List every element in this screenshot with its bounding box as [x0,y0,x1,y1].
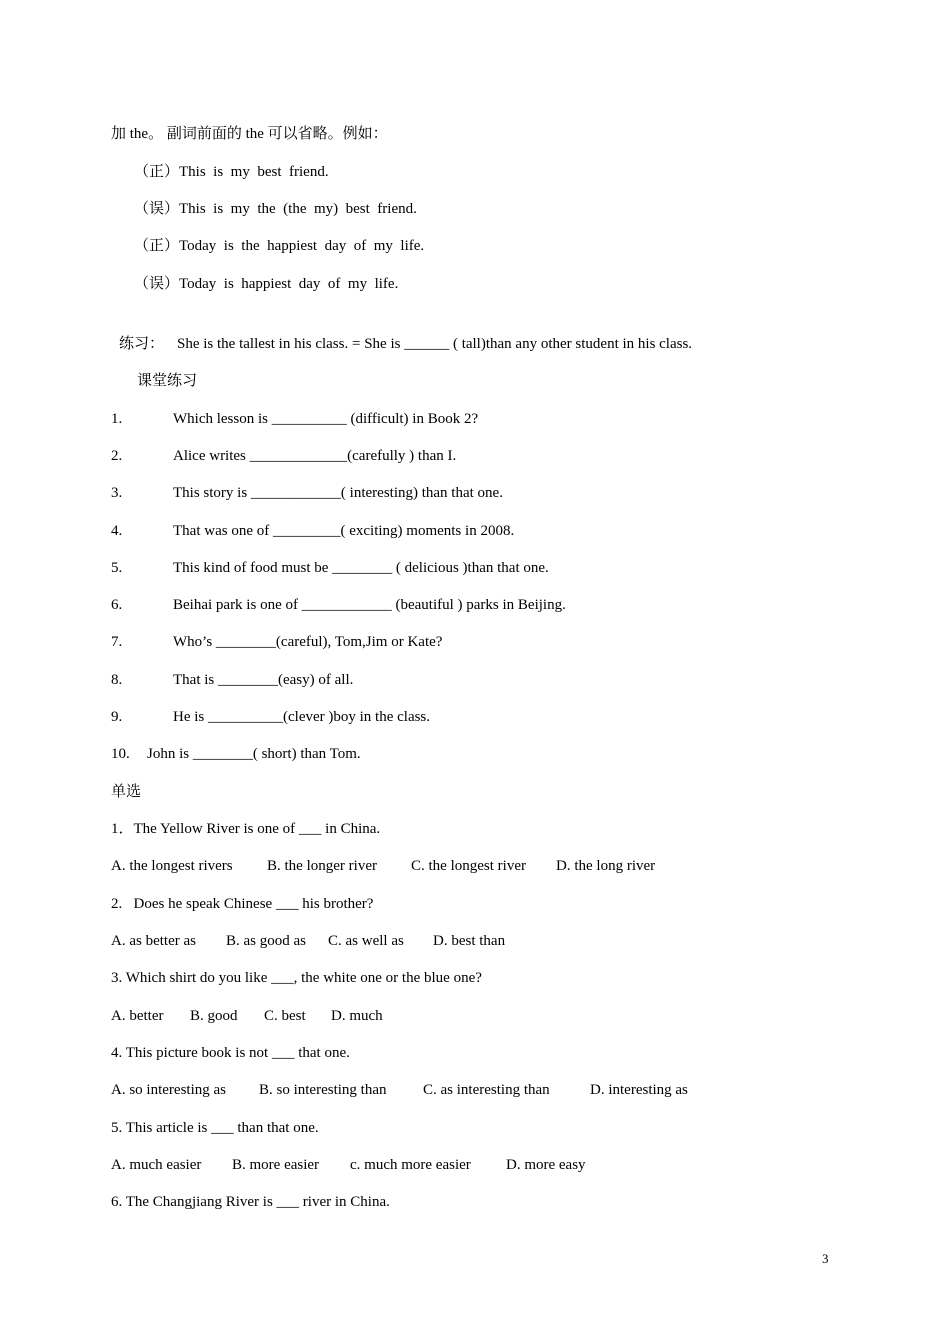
item-text: This story is ____________( interesting) than that one. [173,485,503,501]
item-number: 10. [111,746,130,762]
option: A. better [111,1008,164,1024]
page-number: 3 [822,1251,829,1266]
question-text: 1．The Yellow River is one of ___ in China. [111,821,381,837]
question-text: 2. Does he speak Chinese ___ his brother? [111,896,374,912]
question-text: 4. This picture book is not ___ that one. [111,1045,350,1061]
item-text: That is ________(easy) of all. [173,672,354,688]
option: C. as well as [328,933,404,949]
practice-label: 练习： [119,336,165,352]
option: A. so interesting as [111,1082,226,1098]
option: A. the longest rivers [111,858,233,874]
option: C. best [264,1008,306,1024]
item-number: 6. [111,597,123,613]
question-text: 5. This article is ___ than that one. [111,1120,319,1136]
option: D. much [331,1008,383,1024]
item-text: This kind of food must be ________ ( delicious )than that one. [173,560,549,576]
option: B. the longer river [267,858,377,874]
practice-text: She is the tallest in his class. = She is ______ ( tall)than any other student in his class. [177,336,693,352]
item-number: 9. [111,709,123,725]
option: A. as better as [111,933,196,949]
item-number: 4. [111,523,123,539]
option: C. the longest river [411,858,526,874]
option: B. as good as [226,933,306,949]
item-number: 8. [111,672,123,688]
option: B. so interesting than [259,1082,387,1098]
item-number: 2. [111,448,123,464]
option: A. much easier [111,1157,202,1173]
option: D. more easy [506,1157,586,1173]
option: c. much more easier [350,1157,471,1173]
example-wrong-2: （误）Today is happiest day of my life. [134,276,399,292]
option: D. interesting as [590,1082,688,1098]
question-text: 3. Which shirt do you like ___, the white one or the blue one? [111,970,482,986]
item-text: John is ________( short) than Tom. [147,746,361,762]
single-choice-heading: 单选 [111,784,142,800]
item-text: Which lesson is __________ (difficult) in Book 2? [173,411,479,427]
classroom-heading: 课堂练习 [137,373,198,389]
option: B. good [190,1008,238,1024]
item-number: 3. [111,485,123,501]
item-text: Who’s ________(careful), Tom,Jim or Kate? [173,634,443,650]
example-correct-2: （正）Today is the happiest day of my life. [134,238,425,254]
item-text: Beihai park is one of ____________ (beautiful ) parks in Beijing. [173,597,566,613]
option: D. the long river [556,858,656,874]
item-text: Alice writes _____________(carefully ) than I. [173,448,457,464]
item-number: 1. [111,411,123,427]
option: C. as interesting than [423,1082,550,1098]
item-text: He is __________(clever )boy in the class. [173,709,431,725]
question-text: 6. The Changjiang River is ___ river in China. [111,1194,390,1210]
example-wrong-1: （误）This is my the (the my) best friend. [134,201,417,217]
option: D. best than [433,933,506,949]
item-text: That was one of _________( exciting) moments in 2008. [173,523,515,539]
option: B. more easier [232,1157,320,1173]
item-number: 7. [111,634,123,650]
example-correct-1: （正）This is my best friend. [134,164,329,180]
intro-line: 加 the。 副词前面的 the 可以省略。例如： [111,126,388,142]
item-number: 5. [111,560,123,576]
